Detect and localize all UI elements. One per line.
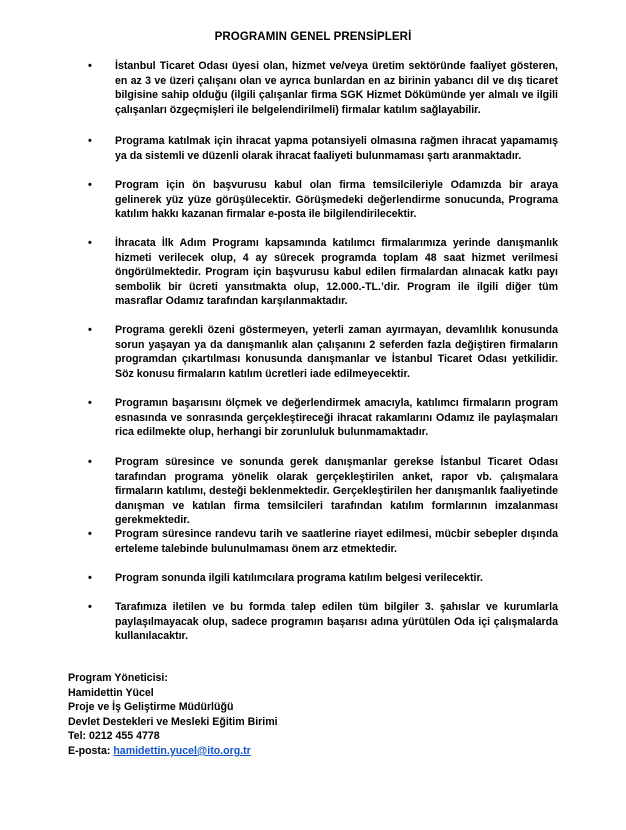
list-item [88,59,558,117]
list-item-text: İstanbul Ticaret Odası üyesi olan, hizmet ve/veya üretim sektöründe faaliyet gösteren, en az 3 ve üzeri çalışanı olan ve ayrıca bunlardan en az birinin yabancı dil ve dış ticaret bilgisine sahip olduğu (ilgili çalışanlar firma SGK Hizmet Dökümünde yer almalı ve ilgili çalışanları özgeçmişleri ile belgelendirilmeli) firmalar katılım sağlayabilir. [115,60,558,116]
list-item [88,600,558,644]
list-item-text: Programın başarısını ölçmek ve değerlendirmek amacıyla, katılımcı firmaların program esnasında ve sonrasında gerçekleştireceği ihracat rakamlarını Odamız ile paylaşmaları rica edilmekte olup, herhangi bir zorunluluk bulunmamaktadır. [115,397,558,439]
list-item-text: İhracata İlk Adım Programı kapsamında katılımcı firmalarımıza yerinde danışmanlık hizmeti verilecek olup, 4 ay sürecek programda toplam 48 saat hizmet verilmesi öngörülmektedir. Program için başvurusu kabul edilen firmalardan alınacak katkı payı sembolik bir ücreti yansıtmakta olup, 12.000.-TL.’dir. Program ile ilgili diğer tüm masraflar Odamız tarafından karşılanmaktadır. [115,237,558,308]
bullet-icon: • [88,60,92,72]
bullet-icon: • [88,135,92,147]
email-link[interactable]: hamidettin.yucel@ito.org.tr [113,744,251,757]
contact-email-line [68,744,278,759]
list-item-text: Tarafımıza iletilen ve bu formda talep edilen tüm bilgiler 3. şahıslar ve kurumlarla paylaşılmayacak olup, sadece programın başarısı adına yürütülen Oda içi çalışmalarda kullanılacaktır. [115,601,558,643]
list-item-text: Program süresince randevu tarih ve saatlerine riayet edilmesi, mücbir sebepler dışında erteleme talebinde bulunulmaması önem arz etmektedir. [115,528,558,555]
contact-role: Program Yöneticisi: [68,672,168,684]
list-item-text: Program süresince ve sonunda gerek danışmanlar gerekse İstanbul Ticaret Odası tarafından programa yönelik olarak gerçekleştirilen anket, rapor vb. çalışmalara firmaların katılımı, desteği beklenmektedir. Gerçekleştirilen her danışmanlık faaliyetinde danışman ve katılan firma temsilcileri tarafından katılım formlarının imzalanması gerekmektedir. [115,456,558,527]
contact-unit: Devlet Destekleri ve Mesleki Eğitim Birimi [68,715,278,728]
email-label: E-posta: [68,744,114,757]
bullet-icon: • [88,601,92,613]
list-item-text: Program sonunda ilgili katılımcılara programa katılım belgesi verilecektir. [115,572,483,584]
contact-phone: Tel: 0212 455 4778 [68,730,160,743]
list-item [88,323,558,381]
contact-block [68,671,278,759]
bullet-icon: • [88,456,92,468]
list-item-text: Programa katılmak için ihracat yapma potansiyeli olmasına rağmen ihracat yapamamış ya da sistemli ve düzenli olarak ihracat faaliyeti bulunmaması şartı aranmaktadır. [115,135,558,162]
bullet-icon: • [88,528,92,540]
list-item [88,134,558,163]
list-item [88,571,558,586]
bullet-icon: • [88,179,92,191]
bullet-icon: • [88,324,92,336]
list-item [88,527,558,556]
list-item [88,178,558,222]
list-item-text: Program için ön başvurusu kabul olan firma temsilcileriyle Odamızda bir araya gelinerek yüz yüze görüşülecektir. Görüşmedeki değerlendirme sonucunda, Programa katılım hakkı kazanan firmalar e-posta ile bilgilendirilecektir. [115,179,558,221]
contact-name: Hamidettin Yücel [68,686,154,699]
bullet-icon: • [88,237,92,249]
contact-department: Proje ve İş Geliştirme Müdürlüğü [68,701,234,714]
bullet-icon: • [88,572,92,584]
list-item-text: Programa gerekli özeni göstermeyen, yeterli zaman ayırmayan, devamlılık konusunda sorun yaşayan ya da danışmanlık alan çalışanını 2 seferden fazla değiştiren firmaların programdan çıkartılması konusunda danışmanlar ve İstanbul Ticaret Odası yetkilidir. Söz konusu firmaların katılım ücretleri iade edilmeyecektir. [115,324,558,380]
list-item [88,396,558,440]
list-item [88,236,558,309]
document-title: PROGRAMIN GENEL PRENSİPLERİ [214,31,412,43]
bullet-icon: • [88,397,92,409]
list-item [88,455,558,528]
